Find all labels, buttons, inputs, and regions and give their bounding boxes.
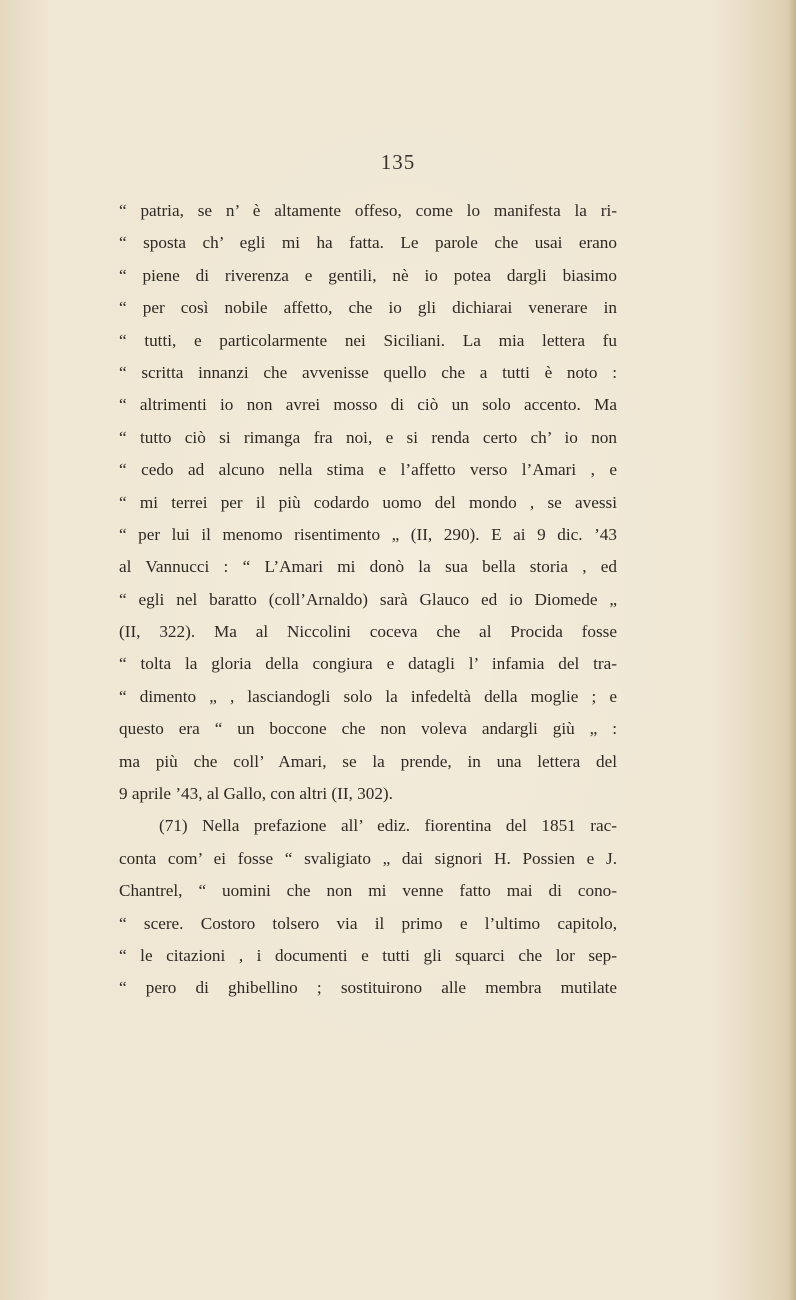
text-line: “ tolta la gloria della congiura e datagli l’ infamia del tra- bbox=[119, 654, 617, 674]
body-text bbox=[119, 195, 617, 1005]
text-line: ma più che coll’ Amari, se la prende, in una lettera del bbox=[119, 751, 617, 771]
text-line: (II, 322). Ma al Niccolini coceva che al Procida fosse bbox=[119, 622, 617, 642]
text-line: Chantrel, “ uomini che non mi venne fatto mai di cono- bbox=[119, 881, 617, 901]
text-line: “ patria, se n’ è altamente offeso, come lo manifesta la ri- bbox=[119, 201, 617, 220]
text-line: “ cedo ad alcuno nella stima e l’affetto verso l’Amari , e bbox=[119, 460, 617, 480]
text-line: “ le citazioni , i documenti e tutti gli squarci che lor sep- bbox=[119, 945, 617, 965]
page-edge-shadow bbox=[788, 0, 796, 1300]
text-line: “ tutto ciò si rimanga fra noi, e si renda certo ch’ io non bbox=[119, 427, 617, 447]
text-line: al Vannucci : “ L’Amari mi donò la sua bella storia , ed bbox=[119, 557, 617, 577]
text-line: conta com’ ei fosse “ svaligiato „ dai signori H. Possien e J. bbox=[119, 848, 617, 868]
text-line: “ scere. Costoro tolsero via il primo e l’ultimo capitolo, bbox=[119, 913, 617, 933]
text-line: “ tutti, e particolarmente nei Siciliani. La mia lettera fu bbox=[119, 330, 617, 350]
text-line: “ piene di riverenza e gentili, nè io potea dargli biasimo bbox=[119, 265, 617, 285]
footnote-start-line: (71) Nella prefazione all’ ediz. fiorentina del 1851 rac- bbox=[159, 816, 617, 836]
text-line: “ egli nel baratto (coll’Arnaldo) sarà Glauco ed io Diomede „ bbox=[119, 589, 617, 609]
text-line: 9 aprile ’43, al Gallo, con altri (II, 302). bbox=[119, 784, 393, 804]
text-line: “ per lui il menomo risentimento „ (II, 290). E ai 9 dic. ’43 bbox=[119, 524, 617, 544]
text-line: “ altrimenti io non avrei mosso di ciò un solo accento. Ma bbox=[119, 395, 617, 415]
text-line: questo era “ un boccone che non voleva andargli giù „ : bbox=[119, 719, 617, 739]
page-number: 135 bbox=[380, 150, 416, 174]
text-line: “ per così nobile affetto, che io gli dichiarai venerare in bbox=[119, 298, 617, 318]
text-line: “ mi terrei per il più codardo uomo del mondo , se avessi bbox=[119, 492, 617, 512]
text-line: “ pero di ghibellino ; sostituirono alle membra mutilate bbox=[119, 978, 617, 998]
text-line: “ dimento „ , lasciandogli solo la infedeltà della moglie ; e bbox=[119, 686, 617, 706]
text-line: “ sposta ch’ egli mi ha fatta. Le parole che usai erano bbox=[119, 233, 617, 253]
text-line: “ scritta innanzi che avvenisse quello che a tutti è noto : bbox=[119, 362, 617, 382]
